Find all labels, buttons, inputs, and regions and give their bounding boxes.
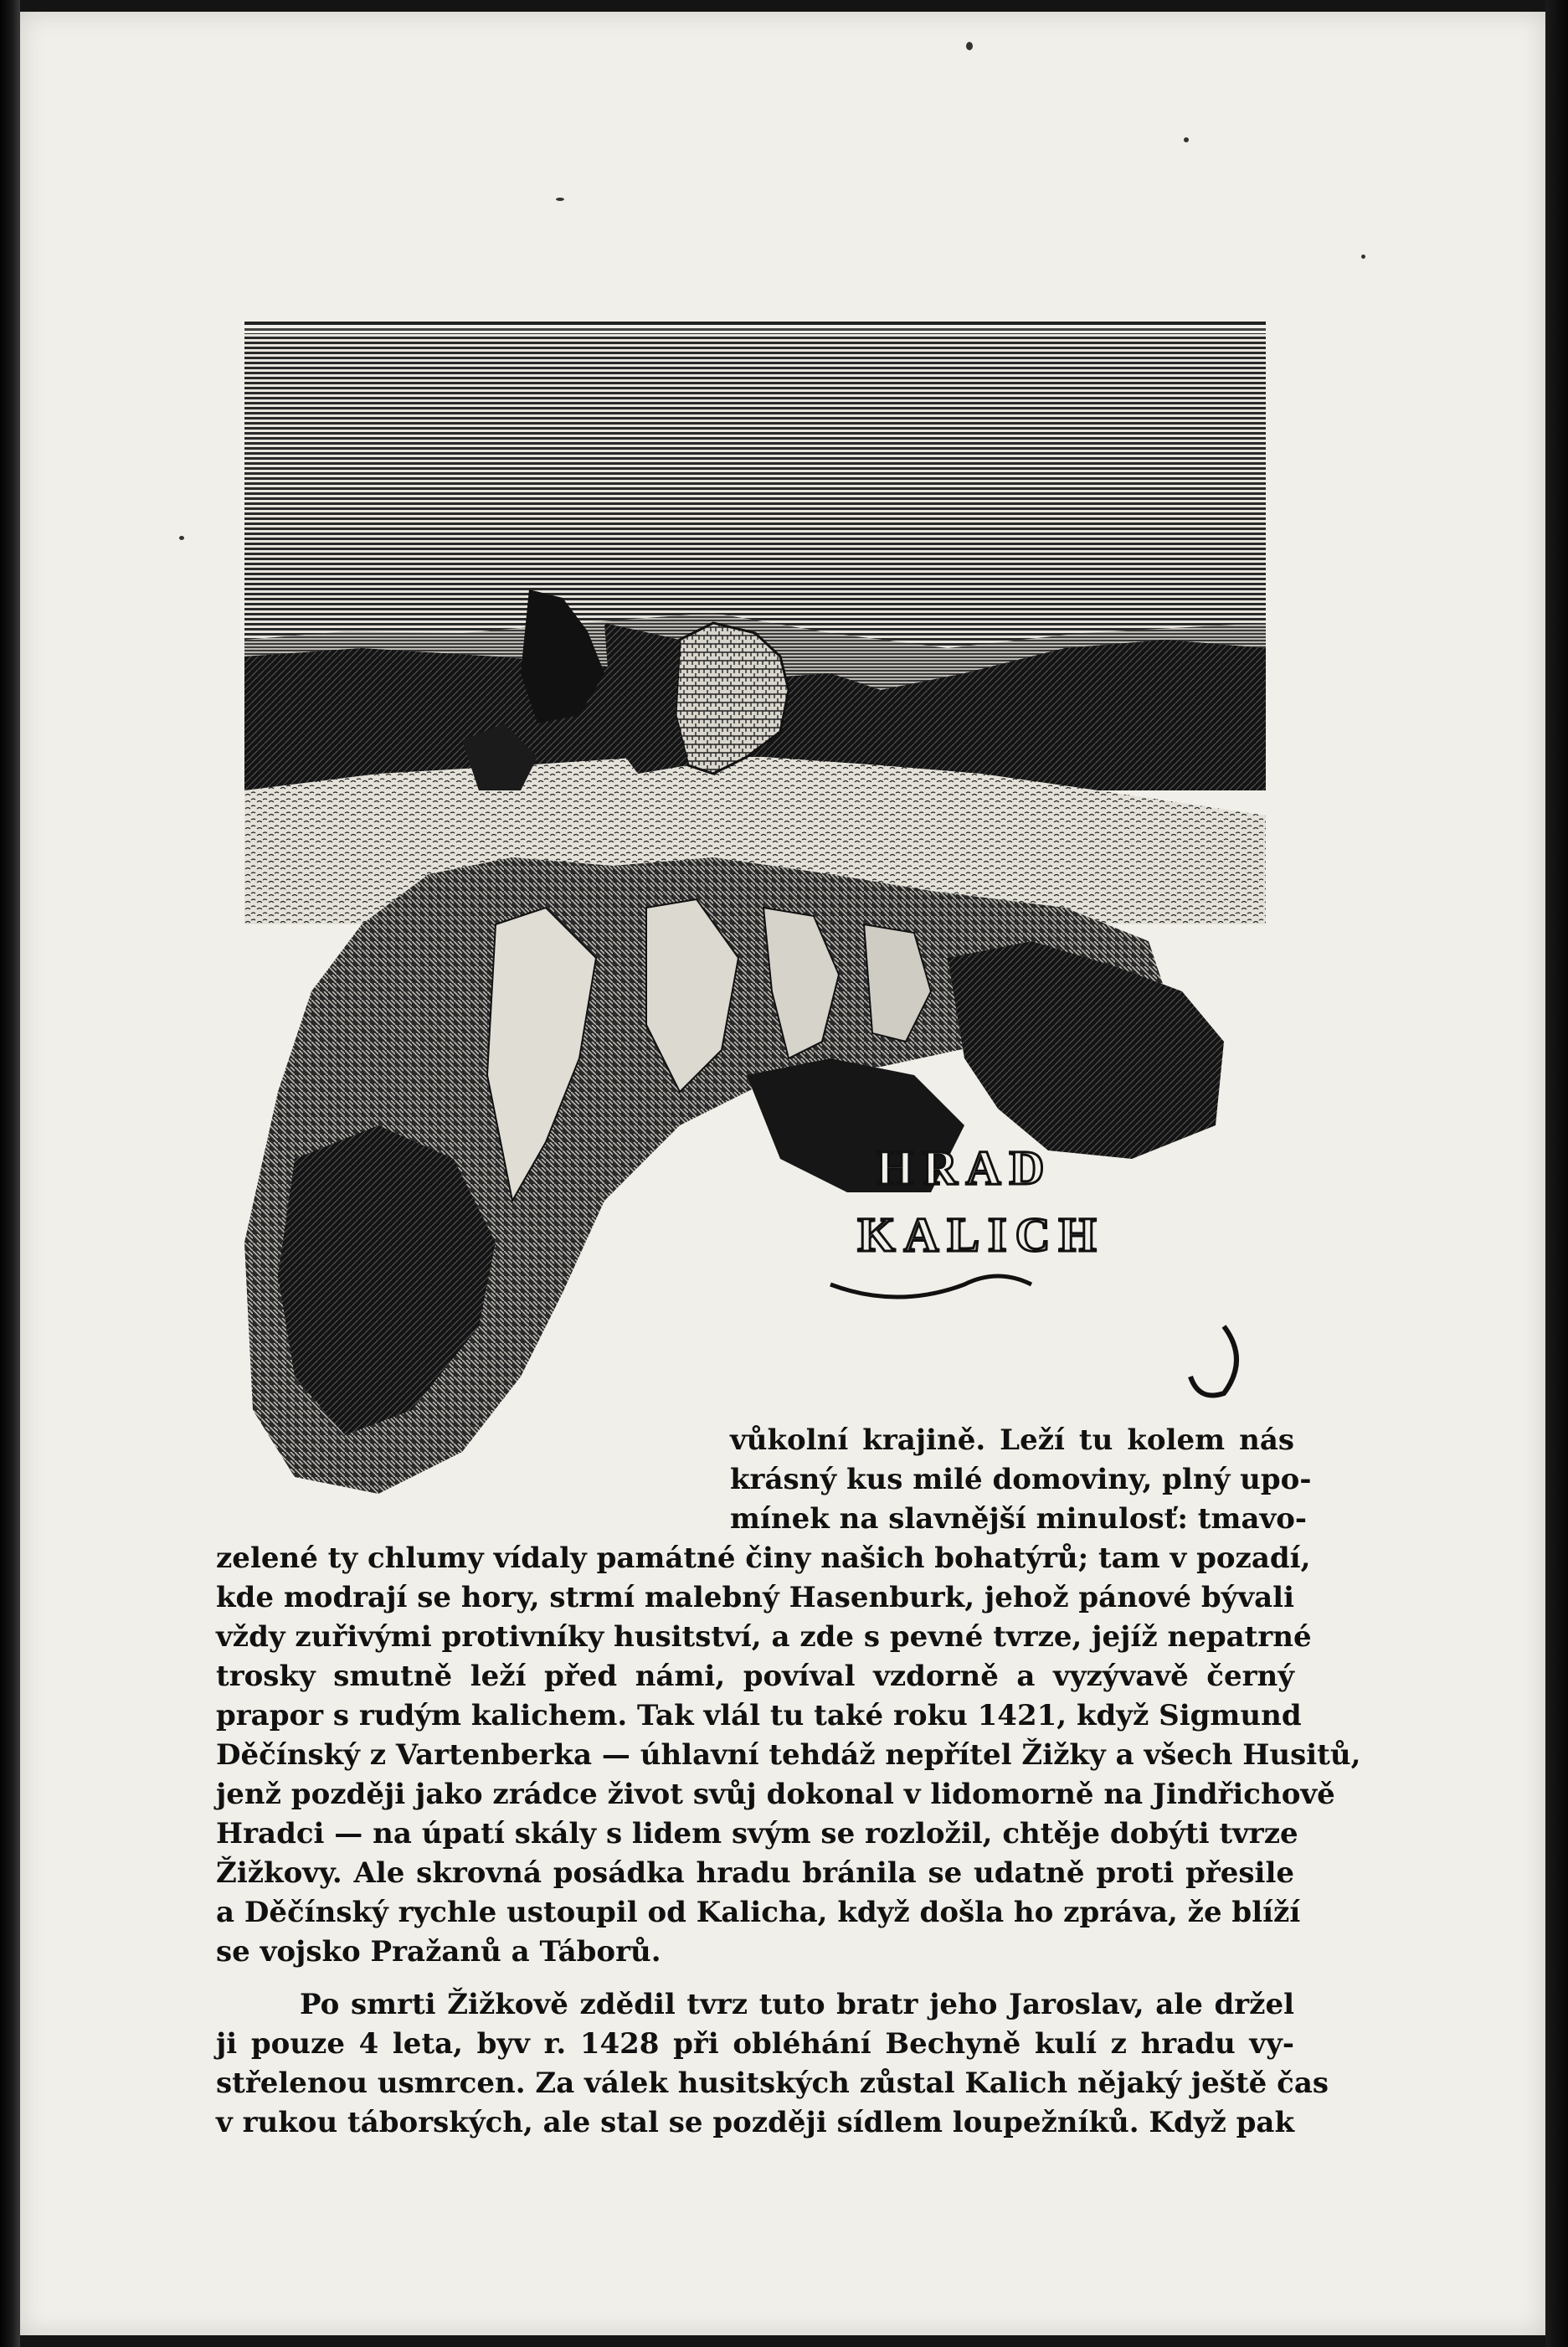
text-line: trosky smutně leží před námi, povíval vzdorně a vyzývavě černý [216, 1660, 1294, 1693]
text-line: střelenou usmrcen. Za válek husitských zůstal Kalich nějaký ještě čas [216, 2066, 1329, 2100]
castle-illustration [244, 322, 1266, 1511]
scan-speck [966, 42, 973, 50]
text-line: mínek na slavnější minulosť: tmavo- [730, 1502, 1308, 1536]
text-line: prapor s rudým kalichem. Tak vlál tu také roku 1421, když Sigmund [216, 1699, 1302, 1732]
scan-right-edge [1545, 0, 1568, 2347]
text-line: Hradci — na úpatí skály s lidem svým se rozložil, chtěje dobýti tvrze [216, 1817, 1298, 1850]
scan-speck [556, 198, 564, 201]
text-line: a Děčínský rychle ustoupil od Kalicha, když došla ho zpráva, že blíží [216, 1896, 1301, 1929]
text-line: kde modrají se hory, strmí malebný Hasenburk, jehož pánové bývali [216, 1581, 1294, 1614]
text-line: Děčínský z Vartenberka — úhlavní tehdáž nepřítel Žižky a všech Husitů, [216, 1738, 1361, 1772]
caption-line-1: HRAD [876, 1140, 1053, 1195]
body-text [216, 1539, 1361, 2143]
text-line: Po smrti Žižkově zdědil tvrz tuto bratr jeho Jaroslav, ale držel [300, 1988, 1294, 2021]
text-line: ji pouze 4 leta, byv r. 1428 při obléhání Bechyně kulí z hradu vy- [216, 2027, 1294, 2061]
book-page [20, 12, 1545, 2335]
text-line: v rukou táborských, ale stal se později sídlem loupežníků. Když pak [216, 2106, 1294, 2139]
scan-speck [179, 536, 184, 540]
text-line: se vojsko Pražanů a Táborů. [216, 1935, 661, 1969]
scan-left-edge [0, 0, 20, 2347]
text-line: Žižkovy. Ale skrovná posádka hradu bránila se udatně proti přesile [216, 1856, 1294, 1890]
text-line: zelené ty chlumy vídaly památné činy našich bohatýrů; tam v pozadí, [216, 1542, 1311, 1575]
engraving-castle-ruin [244, 322, 1266, 1511]
paragraph-2 [216, 1985, 1329, 2143]
scan-speck [1184, 137, 1189, 142]
text-line: vždy zuřivými protivníky husitství, a zde s pevné tvrze, jejíž nepatrné [216, 1620, 1312, 1654]
paragraph-1 [216, 1539, 1361, 1972]
text-line: krásný kus milé domoviny, plný upo- [730, 1463, 1312, 1496]
text-line: jenž později jako zrádce život svůj dokonal v lidomorně na Jindřichově [216, 1778, 1335, 1811]
caption-line-2: KALICH [857, 1207, 1105, 1262]
text-line: vůkolní krajině. Leží tu kolem nás [730, 1423, 1294, 1457]
wrapped-text-beside-image [730, 1421, 1312, 1539]
scan-speck [1361, 255, 1365, 259]
illustration-caption [857, 1140, 1104, 1262]
